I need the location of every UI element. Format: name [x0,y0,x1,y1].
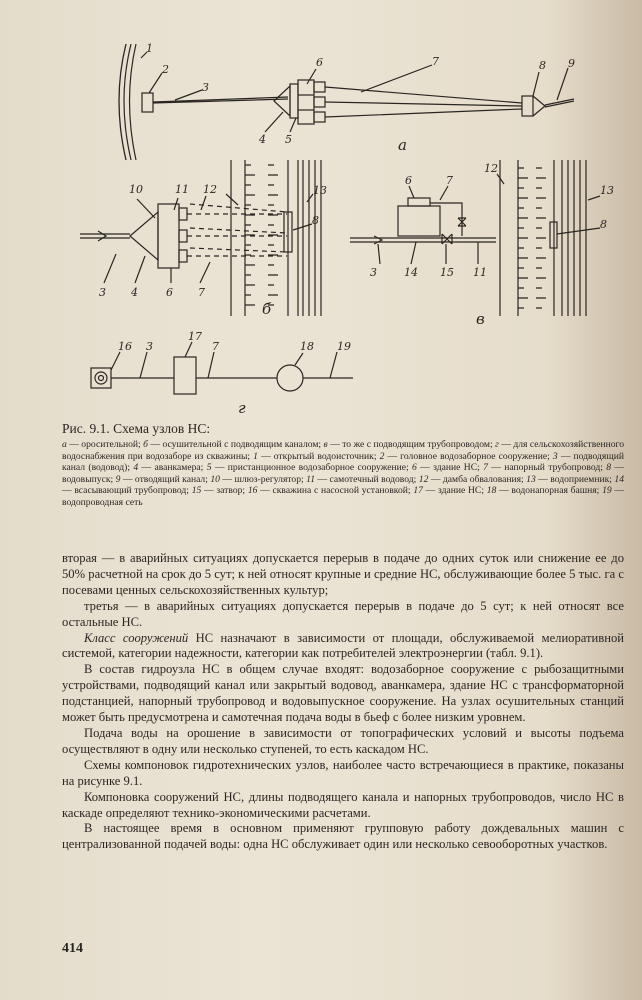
legend-text: — водопроводная сеть [62,485,625,508]
legend-text: — для сельскохозяйственного водоснабжения при водозаборе из скважины; [62,439,625,462]
legend-text: — то же с подводящим трубопроводом; [327,439,496,450]
legend-text: — здание НС; [416,462,484,474]
legend-text: — всасывающий трубопровод; [62,485,192,497]
figure-legend [62,439,624,509]
legend-key: 2 [379,450,385,462]
paragraph: Схемы компоновок гидротехнических узлов, наиболее часто встречающиеся в практике, показаны на рисунке 9.1. [62,757,624,788]
receiver-13 [562,160,586,316]
paragraph-text: НС назначают в зависимости от площади, обслуживаемой мелиоративной системой, категории надежности, категории как потребителей электроэнергии (табл. 9.1). [62,630,625,661]
legend-key: 19 [602,485,612,497]
subfigure-label-v: в [476,310,485,328]
fig-label: 4 [259,133,266,146]
fig-label: 12 [484,162,498,175]
legend-text: — водоприемник; [535,473,615,485]
levee-12 [231,160,245,316]
legend-key: 14 [614,473,624,485]
legend-text: — аванкамера; [138,462,207,474]
pump-station-6 [298,80,314,124]
fig-label: 7 [212,340,219,353]
fig-label: 1 [146,42,153,55]
fig-label: 16 [118,340,132,353]
pump-station-17 [174,357,196,394]
body-text [62,551,624,853]
figure-9-1-diagram [0,0,642,420]
legend-key: 16 [247,485,258,497]
legend-key: 15 [191,485,202,497]
figure-caption-title: Рис. 9.1. Схема узлов НС: [62,421,211,436]
paragraph: третья — в аварийных ситуациях допускается перерыв в подаче до 5 сут; к ней относят все остальные НС. [62,598,624,629]
pressure-pipelines-7 [325,87,522,117]
legend-text: — шлюз-регулятор; [219,473,307,485]
well-16 [91,368,111,388]
legend-key: 4 [133,462,139,474]
pump-station-6 [398,206,440,236]
emphasis-term: Класс сооружений [84,630,189,645]
outlet-8 [522,96,533,116]
fig-label: 11 [175,183,189,196]
legend-key: 3 [552,450,558,462]
legend-text: — головное водозаборное сооружение; [384,450,553,462]
intake-5 [290,84,298,118]
fig-label: 11 [473,266,487,279]
fig-label: 5 [285,133,292,146]
legend-key: 10 [210,473,220,485]
fig-label: 8 [312,214,319,227]
legend-text: — водовыпуск; [62,462,624,485]
legend-text: — здание НС; [422,485,487,497]
legend-text: — осушительной с подводящим каналом; [147,439,324,450]
legend-text: — подводящий канал (водовод); [62,450,624,474]
fig-label: 7 [198,286,205,299]
legend-key: 9 [115,473,121,485]
legend-key: 17 [413,485,423,497]
legend-key: 6 [412,462,417,474]
legend-key: 11 [306,473,316,485]
legend-text: — напорный трубопровод; [487,462,607,474]
levee-12 [500,160,518,316]
legend-key: 1 [253,450,258,462]
legend-text: — водонапорная башня; [496,485,603,497]
fig-label: 18 [300,340,314,353]
fig-label: 3 [146,340,153,353]
fig-label: 2 [162,63,169,76]
paragraph: вторая — в аварийных ситуациях допускается перерыв в подаче до одних суток или снижение ее до 50% расчетной на срок до 5 сут; к ней относят крупные и средние НС, обслуживающие более 5 тыс. га с посевами ценных сельскохозяйственных культур; [62,551,624,597]
fig-label: 13 [313,184,327,197]
fig-label: 3 [370,266,377,279]
fig-label: 3 [99,286,106,299]
paragraph: В состав гидроузла НС в общем случае входят: водозаборное сооружение с рыбозащитными устройствами, подводящий канал или закрытый водовод, аванкамера, здание НС с трансформаторной подстанцией, напорный трубопровод и водовыпускное сооружение. На узлах осушительных станций может быть предусмотрена и самотечная подача воды в бьеф с более низким уровнем. [62,662,624,725]
fig-label: 6 [166,286,173,299]
paragraph [62,631,624,663]
paragraph: Компоновка сооружений НС, длины подводящего канала и напорных трубопроводов, число НС в каскаде определяют технико-экономическими расчетами. [62,789,624,820]
legend-key: 5 [206,462,212,474]
subfigure-label-g: г [238,399,246,417]
fig-label: 3 [202,81,209,94]
legend-text: — дамба обвалования; [428,473,527,485]
forebay-4 [130,212,158,260]
legend-text: — открытый водоисточник; [257,450,380,462]
fig-label: 7 [432,55,439,68]
page-number: 414 [62,941,83,956]
subfigure-label-b: б [262,300,272,318]
forebay-4 [274,86,290,116]
legend-text: — самотечный водовод; [315,473,419,485]
fig-label: 12 [203,183,217,196]
legend-key: в [323,439,328,450]
water-source-bank [119,44,126,160]
fig-label: 4 [131,286,138,299]
legend-key: 13 [526,473,536,485]
outlet-canal-9 [545,99,574,107]
water-tower-18 [277,365,303,391]
fig-label: 9 [568,57,575,70]
fig-label: 19 [337,340,351,353]
subfigure-label-a: а [398,136,407,154]
paragraph: Подача воды на орошение в зависимости от топографических условий и высоты подъема осуществляют в одну или несколько ступеней, то есть каскадом НС. [62,725,624,756]
fig-label: 14 [404,266,418,279]
head-intake-2 [142,93,153,112]
legend-key: 8 [606,462,612,474]
fig-label: 13 [600,184,614,197]
legend-key: г [495,439,499,450]
pump-station-6 [158,204,179,268]
fig-label: 17 [188,330,202,343]
legend-text: — пристанционное водозаборное сооружение; [211,462,413,474]
fig-label: 15 [440,266,454,279]
legend-text: — скважина с насосной установкой; [257,485,414,497]
fig-label: 8 [539,59,546,72]
fig-label: 10 [129,183,143,196]
paragraph: В настоящее время в основном применяют групповую работу дождевальных машин с централизованной подачей воды: одна НС обслуживает один или несколько севооборотных участков. [62,821,624,852]
legend-key: 12 [418,473,429,485]
fig-label: 6 [405,174,412,187]
legend-key: а [62,439,67,450]
legend-text: — отводящий канал; [120,473,211,485]
fig-label: 8 [600,218,607,231]
fig-label: 7 [446,174,453,187]
legend-key: 18 [486,485,497,497]
fig-label: 6 [316,56,323,69]
legend-text: — затвор; [201,485,248,497]
legend-key: 7 [483,462,488,474]
legend-key: б [143,439,148,450]
legend-text: — оросительной; [66,439,144,450]
